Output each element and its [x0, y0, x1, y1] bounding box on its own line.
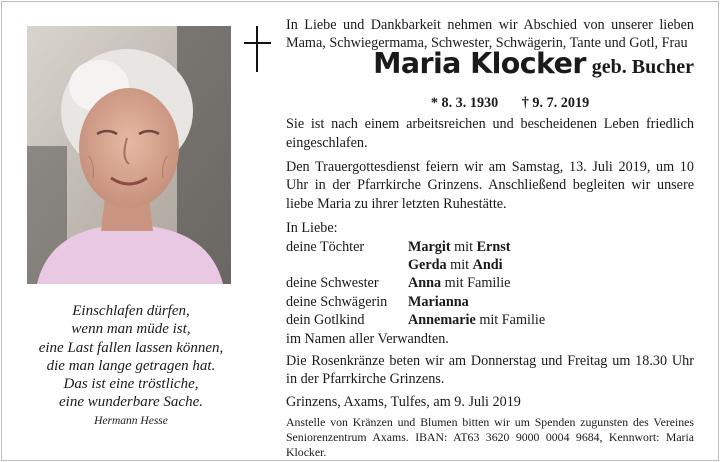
- maiden-name: geb. Bucher: [591, 55, 694, 78]
- cross-icon: [256, 26, 258, 72]
- deceased-name: Maria Klocker: [373, 46, 586, 80]
- family-row: deine Schwester Anna mit Familie: [286, 275, 511, 292]
- relatives-text: im Namen aller Verwandten.: [286, 330, 449, 347]
- poem-line: eine wunderbare Sache.: [59, 394, 203, 411]
- death-text: Sie ist nach einem arbeitsreichen und bescheidenen Leben friedlich eingeschlafen.: [286, 116, 694, 151]
- family-list: [286, 238, 694, 330]
- intro-text: In Liebe und Dankbarkeit nehmen wir Abschied von unserer lieben Mama, Schwiegermama, Schwester, Schwägerin, Tante und Gotl, Frau: [286, 17, 694, 52]
- life-dates: [326, 94, 694, 112]
- poem-line: wenn man müde ist,: [71, 321, 191, 338]
- family-row: dein Gotlkind Annemarie mit Familie: [286, 312, 546, 329]
- poem-line: die man lange getragen hat.: [46, 357, 216, 374]
- rosary-text: Die Rosenkränze beten wir am Donnerstag und Freitag um 18.30 Uhr in der Pfarrkirche Grinzens.: [286, 353, 694, 388]
- donation-text: Anstelle von Kränzen und Blumen bitten wir um Spenden zugunsten des Vereines Seniorenzentrum Axams. IBAN: AT63 3620 9000 0004 9684, Kennwort: Maria Klocker.: [286, 415, 694, 460]
- family-row: deine Schwägerin Marianna: [286, 293, 469, 310]
- poem-line: eine Last fallen lassen können,: [38, 339, 224, 356]
- poem-author: Hermann Hesse: [94, 414, 168, 427]
- in-love-label: In Liebe:: [286, 220, 338, 237]
- poem-line: Einschlafen dürfen,: [72, 303, 190, 319]
- service-text: Den Trauergottesdienst feiern wir am Samstag, 13. Juli 2019, um 10 Uhr in der Pfarrkirche Grinzens. Anschließend begleiten wir unsere liebe Maria zu ihrer letzten Ruhestätte.: [286, 159, 694, 212]
- deceased-name-row: [286, 46, 694, 93]
- family-row: Gerda mit Andi: [408, 257, 503, 274]
- poem: [24, 302, 238, 428]
- cross-icon-bar: [244, 42, 271, 44]
- obituary-text: [286, 16, 694, 460]
- place-date: Grinzens, Axams, Tulfes, am 9. Juli 2019: [286, 393, 521, 410]
- death-date: † 9. 7. 2019: [521, 94, 590, 111]
- poem-line: Das ist eine tröstliche,: [63, 376, 199, 393]
- portrait-photo: [27, 26, 231, 284]
- family-row: deine Töchter Margit mit Ernst: [286, 238, 511, 255]
- birth-date: * 8. 3. 1930: [430, 94, 499, 111]
